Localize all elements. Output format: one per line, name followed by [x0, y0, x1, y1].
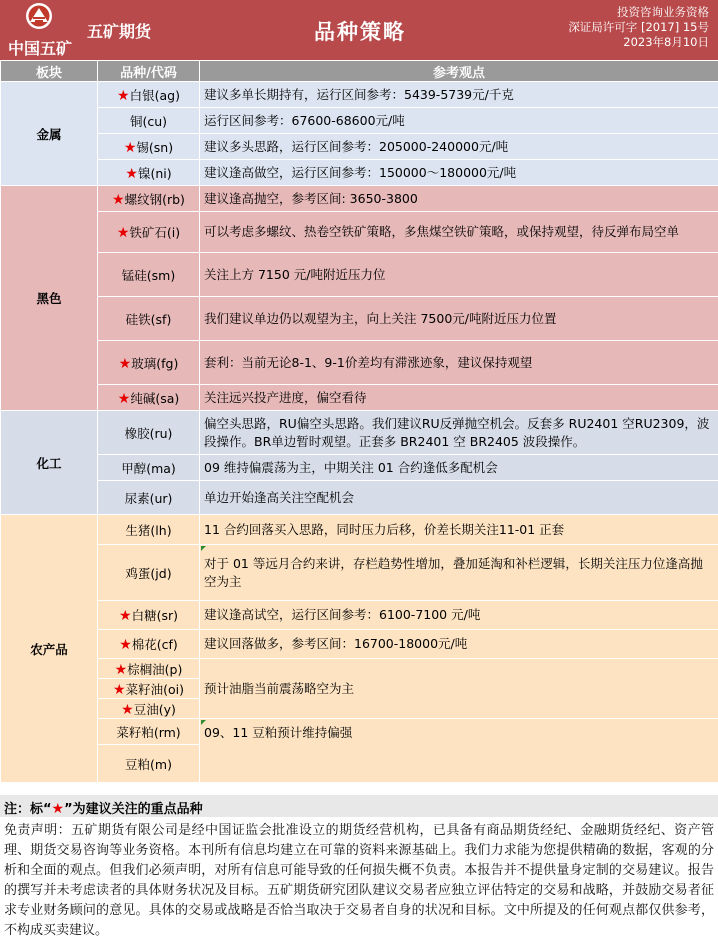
product-cell: ★镍(ni) — [98, 160, 200, 186]
product-cell: ★菜籽油(oi) — [98, 679, 200, 699]
product-cell: 铜(cu) — [98, 108, 200, 134]
column-header-sector: 板块 — [1, 61, 98, 82]
view-cell: 09 维持偏震荡为主，中期关注 01 合约逢低多配机会 — [200, 455, 718, 481]
table-row — [1, 385, 718, 411]
view-cell: 预计油脂当前震荡略空为主 — [200, 659, 718, 719]
table-row — [1, 341, 718, 385]
star-icon: ★ — [119, 356, 132, 372]
column-header-product: 品种/代码 — [98, 61, 200, 82]
table-row — [1, 630, 718, 659]
product-cell: ★玻璃(fg) — [98, 341, 200, 385]
table-row — [1, 601, 718, 630]
view-cell: 建议多头思路，运行区间参考：205000-240000元/吨 — [200, 134, 718, 160]
table-row — [1, 515, 718, 545]
table-row — [1, 659, 718, 679]
table-row — [1, 212, 718, 253]
table-row — [1, 481, 718, 515]
license-info — [568, 5, 709, 50]
logo-emblem-icon — [24, 2, 54, 32]
star-icon: ★ — [117, 88, 130, 104]
view-cell: 建议回落做多，参考区间：16700-18000元/吨 — [200, 630, 718, 659]
table-row — [1, 108, 718, 134]
product-cell: 鸡蛋(jd) — [98, 545, 200, 601]
star-icon: ★ — [119, 637, 132, 653]
product-cell: ★棉花(cf) — [98, 630, 200, 659]
company-name: 五矿期货 — [87, 19, 151, 42]
table-row — [1, 297, 718, 341]
star-icon: ★ — [125, 166, 138, 182]
view-cell: 11 合约回落买入思路，同时压力后移，价差长期关注11-01 正套 — [200, 515, 718, 545]
star-icon: ★ — [117, 225, 130, 241]
table-header-row — [1, 61, 718, 82]
star-icon: ★ — [118, 391, 131, 407]
view-cell: 建议多单长期持有，运行区间参考：5439-5739元/千克 — [200, 82, 718, 108]
table-row — [1, 134, 718, 160]
star-icon: ★ — [112, 192, 125, 208]
product-cell: ★纯碱(sa) — [98, 385, 200, 411]
product-cell: 菜籽粕(rm) — [98, 719, 200, 745]
product-cell: ★铁矿石(i) — [98, 212, 200, 253]
view-cell: 建议逢高抛空，参考区间: 3650-3800 — [200, 186, 718, 212]
strategy-table — [0, 60, 718, 783]
star-icon: ★ — [52, 801, 65, 817]
view-cell: 偏空头思路，RU偏空头思路。我们建议RU反弹抛空机会。反套多 RU2401 空RU2309，波段操作。BR单边暂时观望。正套多 BR2401 空 BR2405 波段操作。 — [200, 411, 718, 455]
view-cell: 关注上方 7150 元/吨附近压力位 — [200, 253, 718, 297]
disclaimer-text: 免责声明：五矿期货有限公司是经中国证监会批准设立的期货经营机构，已具备有商品期货经纪、金融期货经纪、资产管理、期货交易咨询等业务资格。本刊所有信息均建立在可靠的资料来源基础上。我们力求能为您提供精确的数据，客观的分析和全面的观点。但我们必须声明，对所有信息可能导致的任何损失概不负责。本报告并不提供量身定制的交易建议。报告的撰写并未考虑读者的具体财务状况及目标。五矿期货研究团队建议交易者应独立评估特定的交易和战略，并鼓励交易者征求专业财务顾问的意见。具体的交易或战略是否恰当取决于交易者自身的状况和目标。文中所提及的任何观点都仅供参考，不构成买卖建议。 — [0, 818, 718, 935]
product-cell: ★螺纹钢(rb) — [98, 186, 200, 212]
sector-cell: 农产品 — [1, 515, 98, 783]
table-row — [1, 82, 718, 108]
report-date: 2023年8月10日 — [568, 35, 709, 50]
table-row — [1, 411, 718, 455]
product-cell: 尿素(ur) — [98, 481, 200, 515]
table-row — [1, 186, 718, 212]
product-cell: 豆粕(m) — [98, 745, 200, 783]
report-header — [0, 0, 718, 60]
view-cell: 可以考虑多螺纹、热卷空铁矿策略，多焦煤空铁矿策略，或保持观望，待反弹布局空单 — [200, 212, 718, 253]
product-cell: ★豆油(y) — [98, 699, 200, 719]
product-cell: 硅铁(sf) — [98, 297, 200, 341]
star-icon: ★ — [121, 702, 134, 718]
table-row — [1, 253, 718, 297]
view-cell: 我们建议单边仍以观望为主，向上关注 7500元/吨附近压力位置 — [200, 297, 718, 341]
star-icon: ★ — [115, 662, 128, 678]
view-cell: 关注远兴投产进度，偏空看待 — [200, 385, 718, 411]
sector-cell: 化工 — [1, 411, 98, 515]
view-cell: 对于 01 等远月合约来讲，存栏趋势性增加，叠加延淘和补栏逻辑，长期关注压力位逢高抛空为主 — [200, 545, 718, 601]
star-icon: ★ — [113, 682, 126, 698]
view-cell: 单边开始逢高关注空配机会 — [200, 481, 718, 515]
table-row — [1, 545, 718, 601]
view-cell: 套利：当前无论8-1、9-1价差均有滞涨迹象，建议保持观望 — [200, 341, 718, 385]
view-cell: 09、11 豆粕预计维持偏强 — [200, 719, 718, 783]
product-cell: ★白银(ag) — [98, 82, 200, 108]
column-header-view: 参考观点 — [200, 61, 718, 82]
page-title: 品种策略 — [250, 16, 470, 46]
product-cell: ★白糖(sr) — [98, 601, 200, 630]
product-cell: 锰硅(sm) — [98, 253, 200, 297]
product-cell: 甲醇(ma) — [98, 455, 200, 481]
star-icon: ★ — [124, 140, 137, 156]
star-icon: ★ — [119, 608, 132, 624]
logo-text: 中国五矿 — [2, 36, 78, 59]
footnote: 注：标“★”为建议关注的重点品种 — [0, 795, 718, 817]
license-line: 投资咨询业务资格 — [568, 5, 709, 20]
company-logo — [2, 2, 76, 58]
view-cell: 建议逢高试空，运行区间参考：6100-7100 元/吨 — [200, 601, 718, 630]
view-cell: 运行区间参考：67600-68600元/吨 — [200, 108, 718, 134]
view-cell: 建议逢高做空，运行区间参考：150000～180000元/吨 — [200, 160, 718, 186]
license-line: 深证局许可字 [2017] 15号 — [568, 20, 709, 35]
product-cell: ★棕榈油(p) — [98, 659, 200, 679]
sector-cell: 黑色 — [1, 186, 98, 411]
product-cell: 橡胶(ru) — [98, 411, 200, 455]
sector-cell: 金属 — [1, 82, 98, 186]
table-row — [1, 455, 718, 481]
table-row — [1, 160, 718, 186]
product-cell: ★锡(sn) — [98, 134, 200, 160]
table-row — [1, 719, 718, 745]
product-cell: 生猪(lh) — [98, 515, 200, 545]
